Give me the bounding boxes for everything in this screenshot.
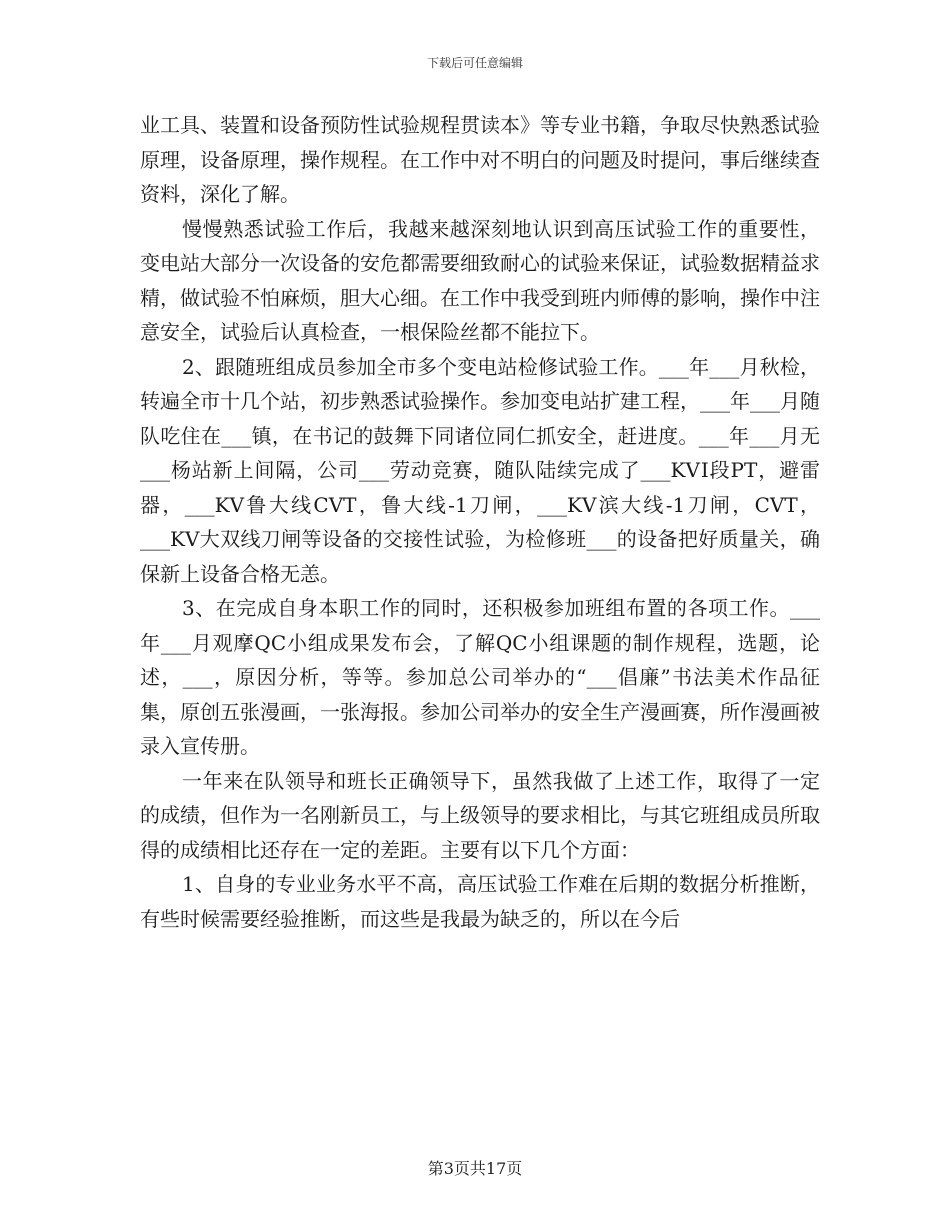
header-note: 下载后可任意编辑 — [426, 56, 523, 70]
paragraph-1: 业工具、装置和设备预防性试验规程贯读本》等专业书籍，争取尽快熟悉试验原理，设备原理，操作规程。在工作中对不明白的问题及时提问，事后继续查资料，深化了解。 — [140, 113, 820, 206]
paragraph-6: 1、自身的专业业务水平不高，高压试验工作难在后期的数据分析推断，有些时候需要经验推断，而这些是我最为缺乏的，所以在今后 — [140, 872, 820, 931]
page-number: 第3页共17页 — [427, 1159, 523, 1178]
paragraph-5: 一年来在队领导和班长正确领导下，虽然我做了上述工作，取得了一定的成绩，但作为一名刚新员工，与上级领导的要求相比，与其它班组成员所取得的成绩相比还存在一定的差距。主要有以下几个方面： — [140, 768, 820, 862]
paragraph-4: 3、在完成自身本职工作的同时，还积极参加班组布置的各项工作。___年___月观摩QC小组成果发布会，了解QC小组课题的制作规程，选题，论述，___，原因分析，等等。参加总公司举办的“___倡廉”书法美术作品征集，原创五张漫画，一张海报。参加公司举办的安全生产漫画赛，所作漫画被录入宣传册。 — [140, 596, 820, 758]
document-body — [140, 108, 820, 936]
paragraph-3: 2、跟随班组成员参加全市多个变电站检修试验工作。___年___月秋检，转遍全市十几个站，初步熟悉试验操作。参加变电站扩建工程，___年___月随队吃住在___镇，在书记的鼓舞下同诸位同仁抓安全，赶进度。___年___月无___杨站新上间隔，公司___劳动竞赛，随队陆续完成了___KVⅠ段PT，避雷器，___KV鲁大线CVT，鲁大线-1刀闸，___KV滨大线-1刀闸，CVT，___KV大双线刀闸等设备的交接性试验，为检修班___的设备把好质量关，确保新上设备合格无恙。 — [140, 354, 820, 586]
paragraph-2: 慢慢熟悉试验工作后，我越来越深刻地认识到高压试验工作的重要性，变电站大部分一次设备的安危都需要细致耐心的试验来保证，试验数据精益求精，做试验不怕麻烦，胆大心细。在工作中我受到班内师傅的影响，操作中注意安全，试验后认真检查，一根保险丝都不能拉下。 — [140, 216, 820, 344]
